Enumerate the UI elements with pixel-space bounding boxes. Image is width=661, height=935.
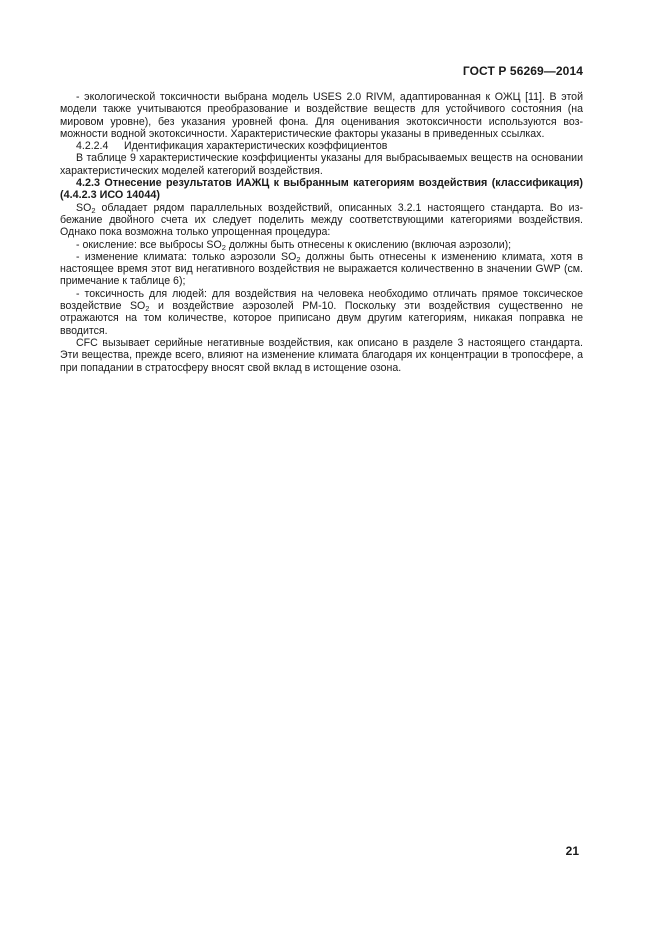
section-number: 4.2.2.4 (76, 140, 109, 153)
page-body (60, 91, 583, 374)
section-4-2-3-heading: 4.2.3 Отнесение результатов ИАЖЦ к выбранным категориям воздействия (классификация) (4.4.2.3 ИСО 14044) (60, 177, 583, 202)
bullet-oxidation (60, 239, 583, 251)
text: - окисление: все выбросы SO (76, 238, 222, 251)
subscript: 2 (91, 205, 96, 215)
text: - токсичность для людей: для воздействия на человека необходимо отличать прямое токсическое воздействие SO (60, 287, 583, 313)
text: должны быть отнесены к окислению (включая аэрозоли); (225, 238, 512, 251)
paragraph-table-9: В таблице 9 характеристические коэффициенты указаны для выбрасываемых веществ на основании характеристических моделей категорий воздействия. (60, 152, 583, 177)
subscript: 2 (296, 254, 301, 264)
paragraph-so2-effects (60, 202, 583, 239)
bullet-climate-change (60, 251, 583, 288)
text: должны быть отнесены к изменению климата, хотя в настоящее время этот вид негативного воздействия не выражается количественно в значении GWP (см. примечание к таблице 6); (60, 250, 583, 288)
text: - изменение климата: только аэрозоли SO (76, 250, 297, 263)
document-header-id: ГОСТ Р 56269—2014 (462, 64, 583, 78)
subscript: 2 (145, 304, 150, 314)
text: SO (76, 201, 92, 214)
subscript: 2 (221, 242, 226, 252)
section-4-2-2-4-heading (60, 140, 583, 152)
paragraph-cfc: CFC вызывает серийные негативные воздействия, как описано в разделе 3 настоящего стандарта. Эти вещества, прежде всего, влияют на изменение климата благодаря их концентрации в тропосфере, а при попадании в стратосферу вносят свой вклад в истощение озона. (60, 336, 583, 374)
bullet-human-toxicity (60, 288, 583, 337)
text: и воздействие аэрозолей PM-10. Поскольку эти воздействия существенно не отражаются на том количестве, которое приписано двум другим категориям, никакая поправка не вводится. (60, 300, 584, 337)
text: обладает рядом параллельных воздействий, описанных 3.2.1 настоящего стандарта. Во избежание двойного счета их следует поделить между соответствующими категориями воздействия. Однако пока возможна только упрощенная процедура: (60, 201, 583, 239)
section-title: Идентификация характеристических коэффициентов (124, 140, 388, 153)
page-number: 21 (565, 844, 579, 858)
paragraph-ecotoxicity: - экологической токсичности выбрана модель USES 2.0 RIVM, адаптированная к ОЖЦ [11]. В этой модели также учитываются преобразование и воздействие веществ для устойчивого состояния (на мировом уровне), без указания уровней фона. Для оценивания экотоксичности используются возможности водной экотоксичности. Характеристические факторы указаны в приведенных ссылках. (60, 91, 583, 140)
